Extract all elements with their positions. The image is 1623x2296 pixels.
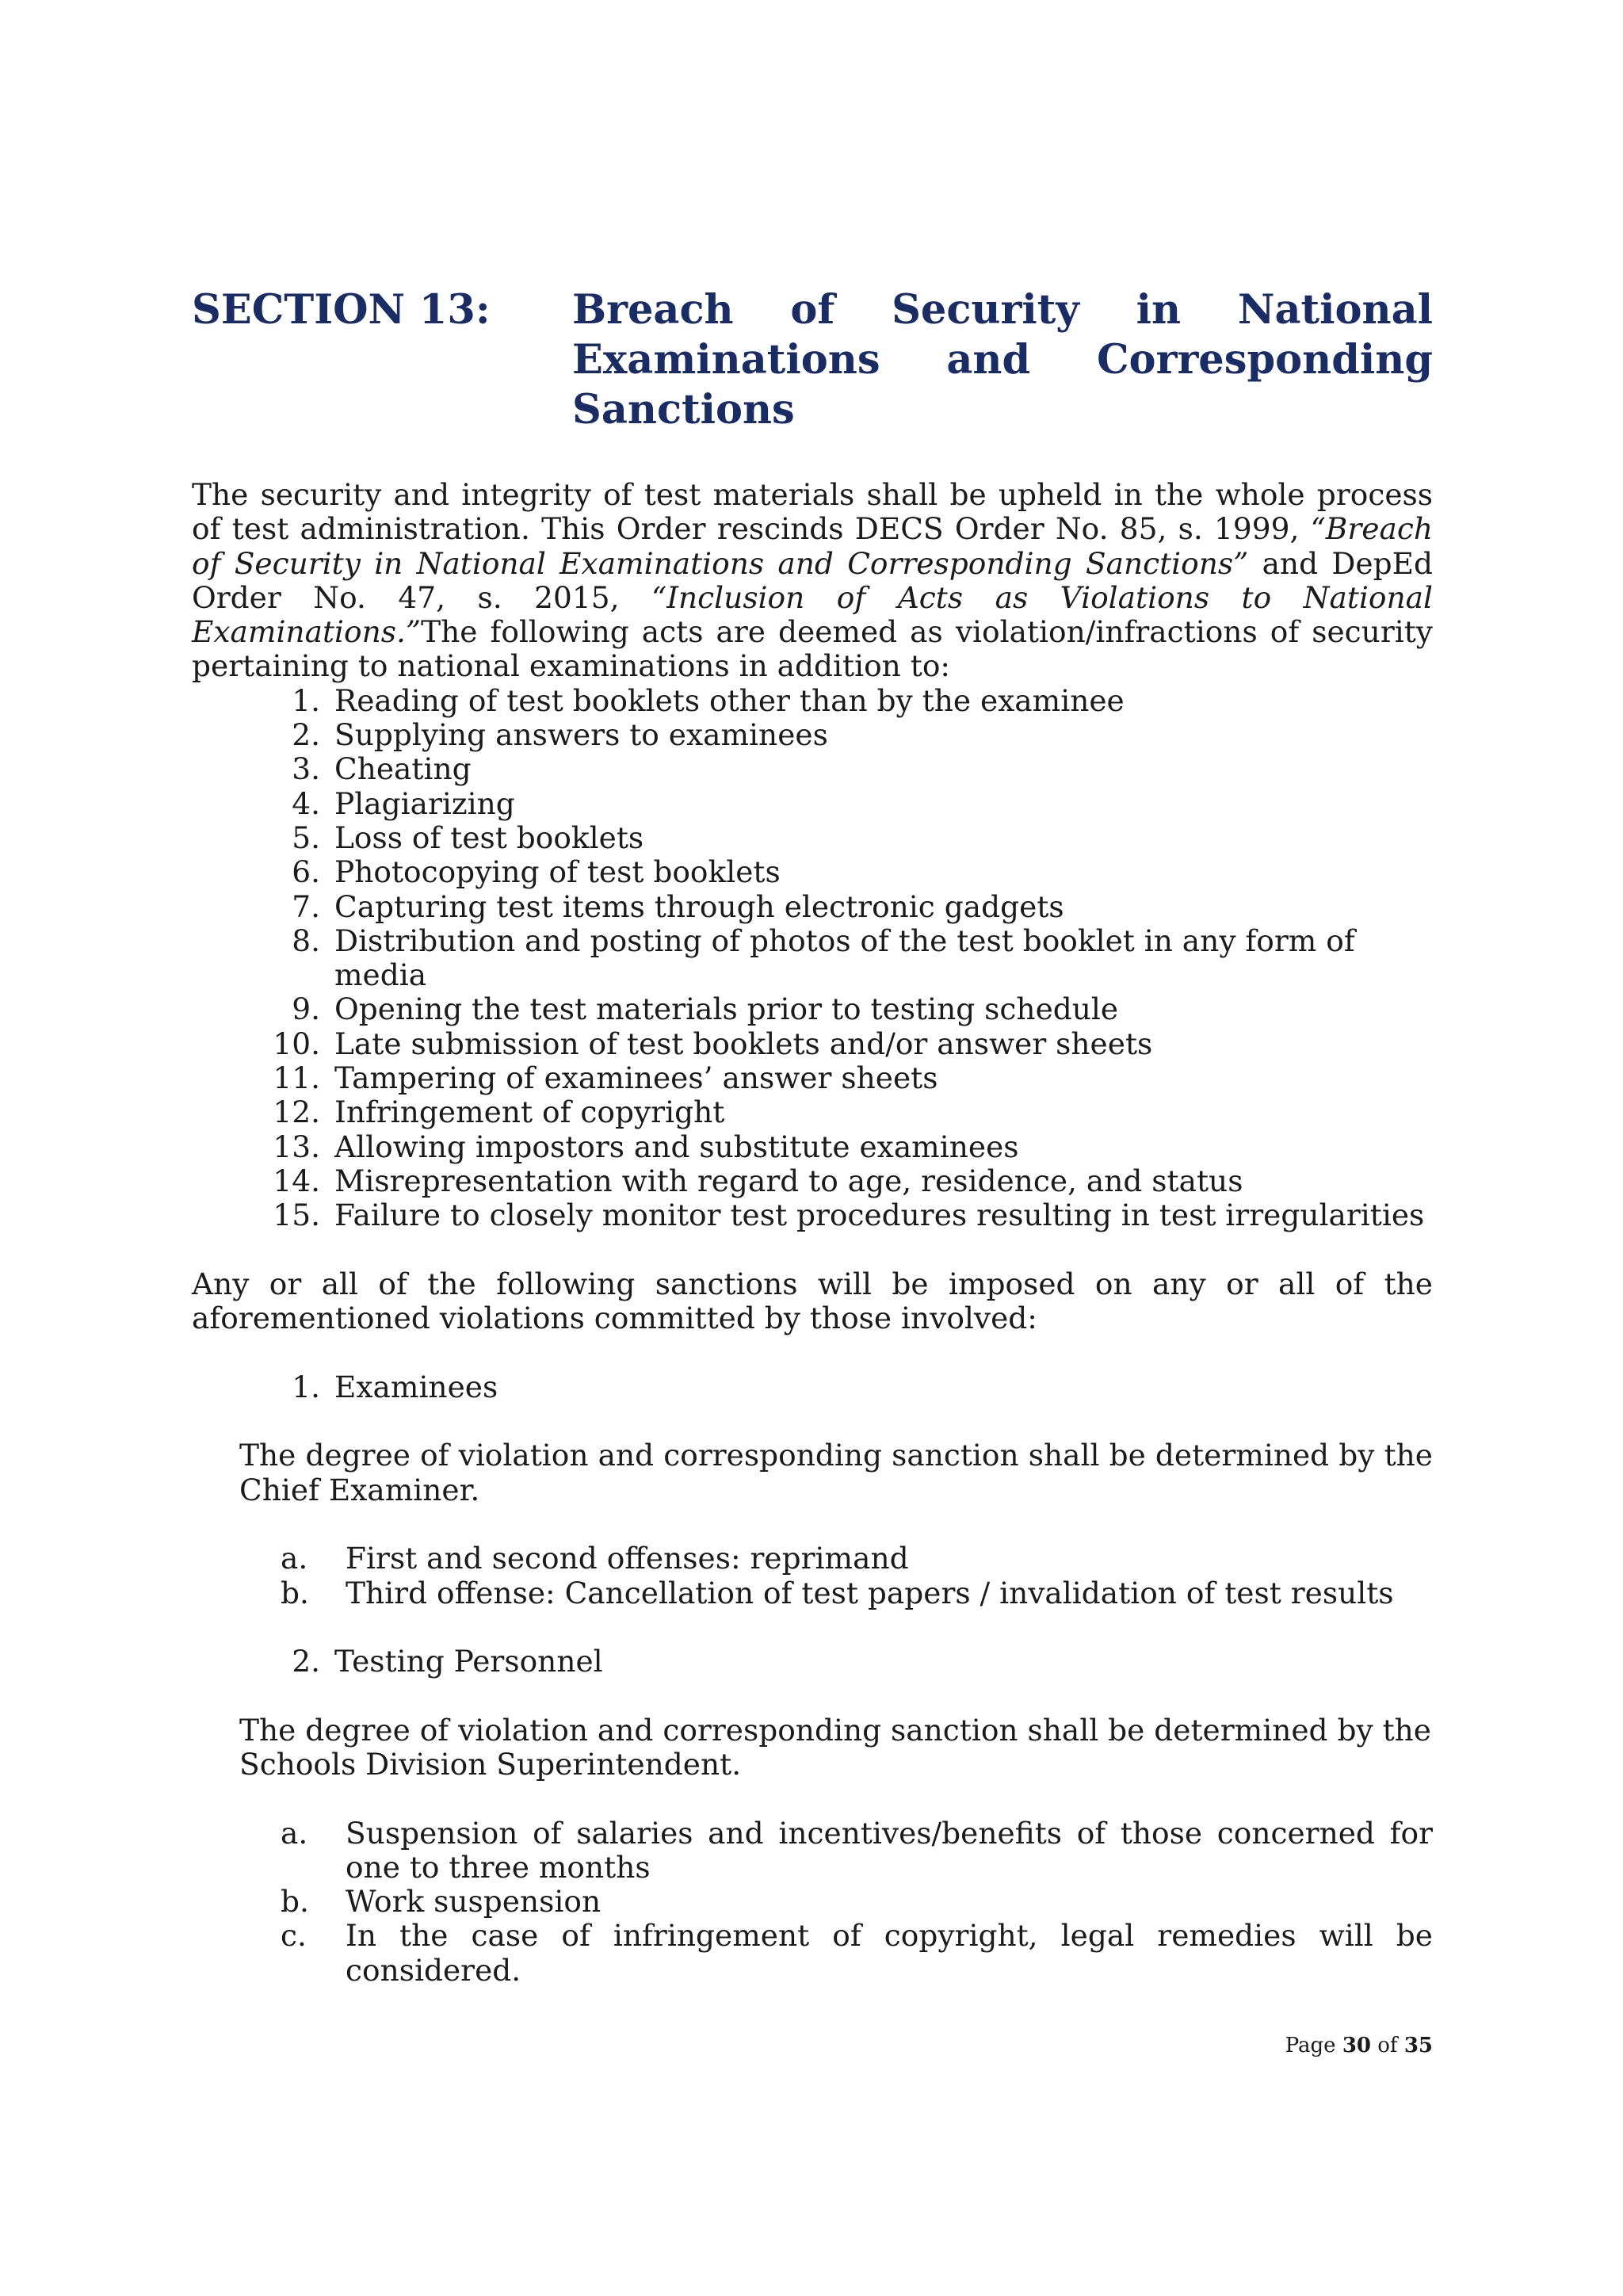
intro-italic-title-1: “Breach of Security in National Examinations and Corresponding Sanctions” [192,511,1433,581]
item-text: In the case of infringement of copyright, legal remedies will be considered. [346,1918,1433,1988]
item-text: Suspension of salaries and incentives/benefits of those concerned for one to three months [346,1815,1433,1885]
item-text: Infringement of copyright [334,1095,725,1130]
item-number: 3. [292,751,320,787]
total-pages: 35 [1403,2034,1433,2057]
page-number [1285,2034,1433,2057]
item-number: 5. [292,819,320,855]
list-item [192,992,1433,1026]
item-number: 13. [273,1129,320,1164]
list-item [192,924,1433,993]
item-number: 7. [292,888,320,924]
list-item [192,1027,1433,1061]
group-description-text: The degree of violation and corresponding sanction shall be determined by the Chief Examiner. [239,1438,1433,1507]
list-item [192,821,1433,855]
intro-text-3: The following acts are deemed as violation/infractions of security pertaining to national examinations in addition to: [192,614,1433,684]
group-number: 1. [292,1369,320,1404]
list-item [192,1576,1433,1610]
list-item [192,1095,1433,1129]
item-text: Capturing test items through electronic gadgets [334,888,1064,924]
group-description [239,1438,1433,1507]
group-heading-testing-personnel [192,1645,1433,1679]
item-text: Work suspension [346,1884,601,1920]
group-description-text: The degree of violation and corresponding sanction shall be determined by the Schools Division Superintendent. [239,1712,1431,1782]
item-number: 12. [273,1095,320,1130]
section-label: SECTION 13: [192,286,491,334]
item-text: Third offense: Cancellation of test papers / invalidation of test results [346,1575,1394,1610]
item-text: Distribution and posting of photos of the test booklet in any form of media [334,923,1355,993]
current-page: 30 [1342,2034,1371,2057]
item-text: Late submission of test booklets and/or answer sheets [334,1026,1153,1061]
list-item [192,890,1433,924]
list-item [192,1817,1433,1885]
item-text: First and second offenses: reprimand [346,1541,909,1576]
of-word: of [1377,2034,1398,2057]
group-number: 2. [292,1644,320,1679]
sanctions-list-examinees [192,1541,1433,1610]
group-heading-examinees [192,1370,1433,1404]
group-description [239,1713,1433,1782]
sanctions-intro: Any or all of the following sanctions will be imposed on any or all of the aforementioned violations committed by those involved: [192,1266,1433,1336]
list-item [192,1885,1433,1919]
page-word: Page [1285,2034,1336,2057]
intro-paragraph [192,478,1433,684]
intro-italic-title-2: “Inclusion of Acts as Violations to National Examinations.” [192,579,1433,650]
item-number: 15. [273,1198,320,1233]
item-text: Supplying answers to examinees [334,717,828,753]
item-text: Opening the test materials prior to testing schedule [334,991,1119,1027]
list-item [192,684,1433,718]
item-text: Failure to closely monitor test procedures resulting in test irregularities [334,1198,1425,1233]
violations-list [192,684,1433,1233]
item-text: Tampering of examinees’ answer sheets [334,1060,938,1096]
item-number: 11. [273,1060,320,1096]
item-text: Reading of test booklets other than by the examinee [334,682,1125,718]
item-number: 4. [292,785,320,821]
group-title: Testing Personnel [334,1644,603,1679]
item-letter: b. [281,1884,309,1920]
item-number: 9. [292,991,320,1027]
item-text: Photocopying of test booklets [334,854,781,890]
intro-text-2: and DepEd Order No. 47, s. 2015, [192,545,1433,615]
item-number: 1. [292,682,320,718]
list-item [192,1164,1433,1198]
item-letter: a. [281,1815,308,1851]
item-number: 8. [292,923,320,958]
item-text: Plagiarizing [334,785,515,821]
item-text: Cheating [334,751,472,787]
list-item [192,1541,1433,1576]
item-letter: a. [281,1541,308,1576]
item-text: Allowing impostors and substitute examinees [334,1129,1019,1164]
list-item [192,1061,1433,1095]
item-number: 2. [292,717,320,753]
list-item [192,1130,1433,1164]
list-item [192,1919,1433,1988]
section-heading [192,285,1433,435]
section-title: Breach of Security in National Examinations and Corresponding Sanctions [572,286,1433,434]
intro-text-1: The security and integrity of test materials shall be upheld in the whole process of test administration. This Order rescinds DECS Order No. 85, s. 1999, [192,477,1433,547]
item-number: 10. [273,1026,320,1061]
item-letter: c. [281,1918,307,1954]
item-number: 14. [273,1163,320,1198]
list-item [192,787,1433,821]
list-item [192,718,1433,752]
item-text: Misrepresentation with regard to age, residence, and status [334,1163,1243,1198]
group-title: Examinees [334,1369,498,1404]
item-text: Loss of test booklets [334,819,644,855]
list-item [192,752,1433,786]
sanctions-list-personnel [192,1817,1433,1988]
page-content [192,285,1433,1988]
item-number: 6. [292,854,320,890]
item-letter: b. [281,1575,309,1610]
list-item [192,1198,1433,1232]
list-item [192,855,1433,889]
